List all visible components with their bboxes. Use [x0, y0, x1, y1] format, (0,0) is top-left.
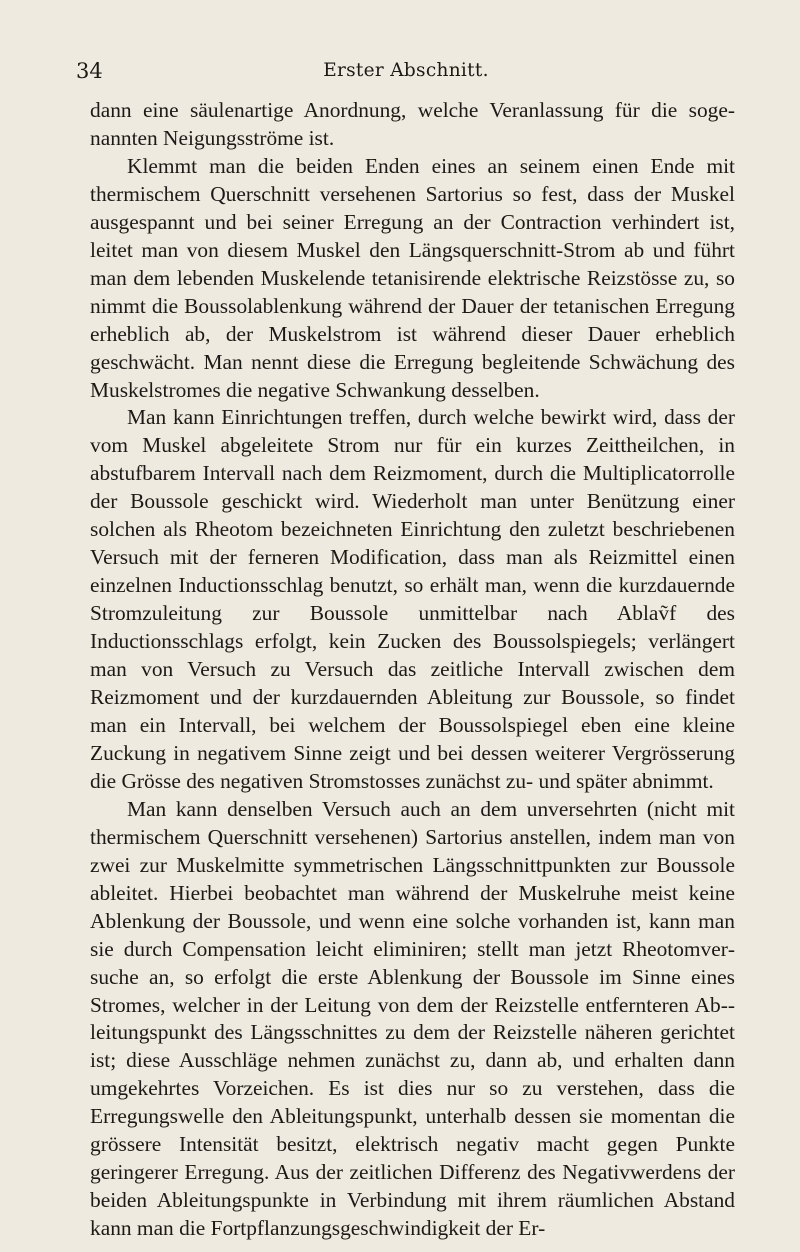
paragraph-unversehrter-sartorius: Man kann denselben Versuch auch an dem unversehrten (nicht mit thermischem Querschnitt versehenen) Sartorius anstellen, indem man von zwei zur Muskelmitte symmetrischen Längsschnittpunkten zur Boussole ableitet. Hierbei beobachtet man während der Muskelruhe meist keine Ablenkung der Boussole, und wenn eine solche vorhanden ist, kann man sie durch Compensation leicht eliminiren; stellt man jetzt Rheotomversuche an, so erfolgt die erste Ablenkung der Boussole im Sinne eines Stromes, welcher in der Leitung von dem der Reizstelle entfernteren Ab-leitungspunkt des Längsschnittes zu dem der Reizstelle näheren gerichtet ist; diese Ausschläge nehmen zunächst zu, dann ab, und erhalten dann umgekehrtes Vorzeichen. Es ist dies nur so zu verstehen, dass die Erregungswelle den Ableitungspunkt, unterhalb dessen sie momentan die grössere Intensität besitzt, elektrisch negativ macht gegen Punkte geringerer Erregung. Aus der zeitlichen Differenz des Negativwerdens der beiden Ableitungspunkte in Verbindung mit ihrem räumlichen Abstand kann man die Fortpflanzungsgeschwindigkeit der Er-: [90, 796, 735, 1241]
running-title: Erster Abschnitt.: [323, 60, 489, 81]
paragraph-negative-schwankung: Klemmt man die beiden Enden eines an seinem einen Ende mit thermischem Querschnitt versehenen Sartorius so fest, dass der Muskel ausgespannt und bei seiner Erregung an der Contraction verhindert ist, leitet man von diesem Muskel den Längsquerschnitt-Strom ab und führt man dem lebenden Muskelende tetanisirende elektrische Reizstösse zu, so nimmt die Boussolablenkung während der Dauer der tetanischen Erregung erheblich ab, der Muskelstrom ist während dieser Dauer erheblich geschwächt. Man nennt diese die Erregung begleitende Schwächung des Muskelstromes die negative Schwankung desselben.: [90, 153, 735, 402]
paragraph-rheotom: Man kann Einrichtungen treffen, durch welche bewirkt wird, dass der vom Muskel abgeleitete Strom nur für ein kurzes Zeittheilchen, in abstufbarem Intervall nach dem Reizmoment, durch die Multiplicatorrolle der Boussole geschickt wird. Wiederholt man unter Benützung einer solchen als Rheotom bezeichneten Einrichtung den zuletzt beschriebenen Versuch mit der ferneren Modification, dass man als Reizmittel einen einzelnen Inductionsschlag benutzt, so erhält man, wenn die kurzdauernde Stromzuleitung zur Boussole unmittelbar nach Ablaṽf des Inductionsschlags erfolgt, kein Zucken des Boussolspiegels; verlängert man von Versuch zu Versuch das zeitliche Intervall zwischen dem Reizmoment und der kurzdauernden Ableitung zur Boussole, so findet man ein Intervall, bei welchem der Boussolspiegel eben eine kleine Zuckung in negativem Sinne zeigt und bei dessen weiterer Vergrösserung die Grösse des negativen Stromstosses zunächst zu- und später abnimmt.: [90, 405, 735, 793]
paragraph-continuation: dann eine säulenartige Anordnung, welche Veranlassung für die sogenannten Neigungsströme ist.: [90, 98, 735, 150]
body-text: [90, 97, 735, 1243]
running-header: [76, 57, 736, 85]
page-number: 34: [76, 59, 103, 83]
